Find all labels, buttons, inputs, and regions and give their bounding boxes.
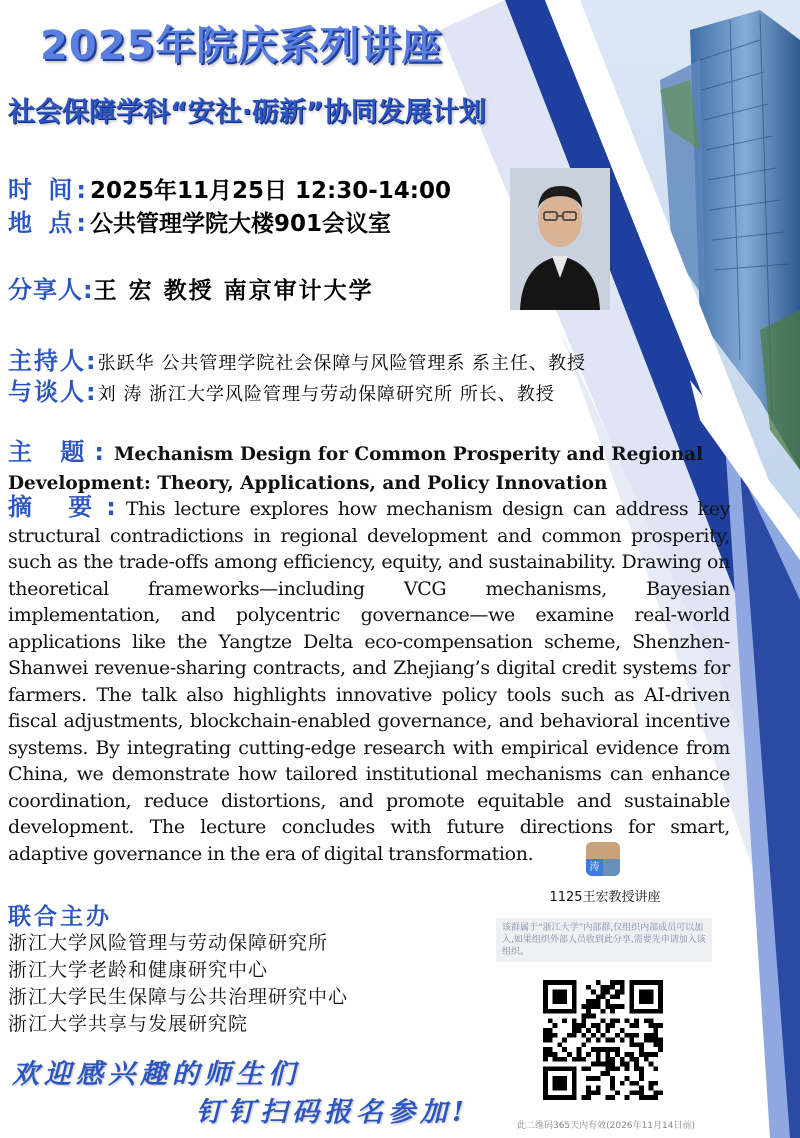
- discussant-row: [8, 372, 555, 407]
- topic-label: 主 题:: [8, 438, 114, 466]
- discussant-value: 刘 涛 浙江大学风险管理与劳动保障研究所 所长、教授: [97, 384, 555, 405]
- topic-block: [8, 432, 730, 498]
- time-value: 2025年11月25日 12:30-14:00: [89, 178, 451, 204]
- group-avatar: [586, 842, 620, 876]
- topic-text: Mechanism Design for Common Prosperity and Regional Development: Theory, Applications, and Policy Innovation: [8, 444, 704, 494]
- organizer-item: 浙江大学风险管理与劳动保障研究所: [8, 932, 329, 954]
- organizer-item: 浙江大学共享与发展研究院: [8, 1013, 249, 1035]
- sub-title: 社会保障学科“安社·砺新”协同发展计划: [8, 97, 486, 128]
- host-value: 张跃华 公共管理学院社会保障与风险管理系 系主任、教授: [97, 353, 587, 374]
- group-note: 该群属于“浙江大学”内部群,仅组织内部成员可以加入,如果组织外部人员收到此分享,需要先申请加入该组织。: [496, 918, 712, 962]
- qr-expire-note: 此二维码365天内有效(2026年11月14日前): [516, 1121, 695, 1131]
- time-row: [8, 170, 451, 205]
- discussant-label: 与谈人:: [8, 378, 98, 406]
- organizer-item: 浙江大学民生保障与公共治理研究中心: [8, 986, 349, 1008]
- group-avatar-glyph: 涛: [586, 859, 603, 876]
- organizer-item: 浙江大学老龄和健康研究中心: [8, 959, 269, 981]
- abstract-label: 摘 要:: [8, 493, 126, 521]
- organizers-list: [8, 930, 348, 1038]
- welcome-line-2: 钉钉扫码报名参加!: [196, 1097, 469, 1128]
- organizers-title: 联合主办: [8, 904, 112, 930]
- speaker-value: 王 宏 教授 南京审计大学: [93, 278, 374, 304]
- group-name: 1125王宏教授讲座: [549, 890, 661, 905]
- host-label: 主持人:: [8, 347, 98, 375]
- speaker-row: [8, 270, 374, 305]
- place-row: [8, 203, 391, 238]
- time-label: 时 间:: [8, 176, 90, 204]
- speaker-label: 分享人:: [8, 276, 94, 304]
- place-value: 公共管理学院大楼901会议室: [89, 211, 391, 237]
- abstract-text: This lecture explores how mechanism design can address key structural contradictions in regional development and common prosperity, such as the trade-offs among efficiency, equity, and sustainability. Drawing on theoretical frameworks—including VCG mechanisms, Bayesian implementation, and polycentric governance—we examine real-world applications like the Yangtze Delta eco-compensation scheme, Shenzhen-Shanwei revenue-sharing contracts, and Zhejiang’s digital credit systems for farmers. The talk also highlights innovative policy tools such as AI-driven fiscal adjustments, blockchain-enabled governance, and behavioral incentive systems. By integrating cutting-edge research with empirical evidence from China, we demonstrate how tailored institutional mechanisms can enhance coordination, reduce distortions, and promote equitable and sustainable development. The lecture concludes with future directions for smart, adaptive governance in the era of digital transformation.: [8, 498, 731, 865]
- place-label: 地 点:: [8, 209, 90, 237]
- host-row: [8, 341, 586, 376]
- abstract-block: [8, 494, 730, 867]
- speaker-photo: [510, 168, 610, 310]
- qr-code[interactable]: [543, 980, 663, 1100]
- welcome-line-1: 欢迎感兴趣的师生们: [12, 1059, 300, 1090]
- main-title: 2025年院庆系列讲座: [40, 23, 443, 69]
